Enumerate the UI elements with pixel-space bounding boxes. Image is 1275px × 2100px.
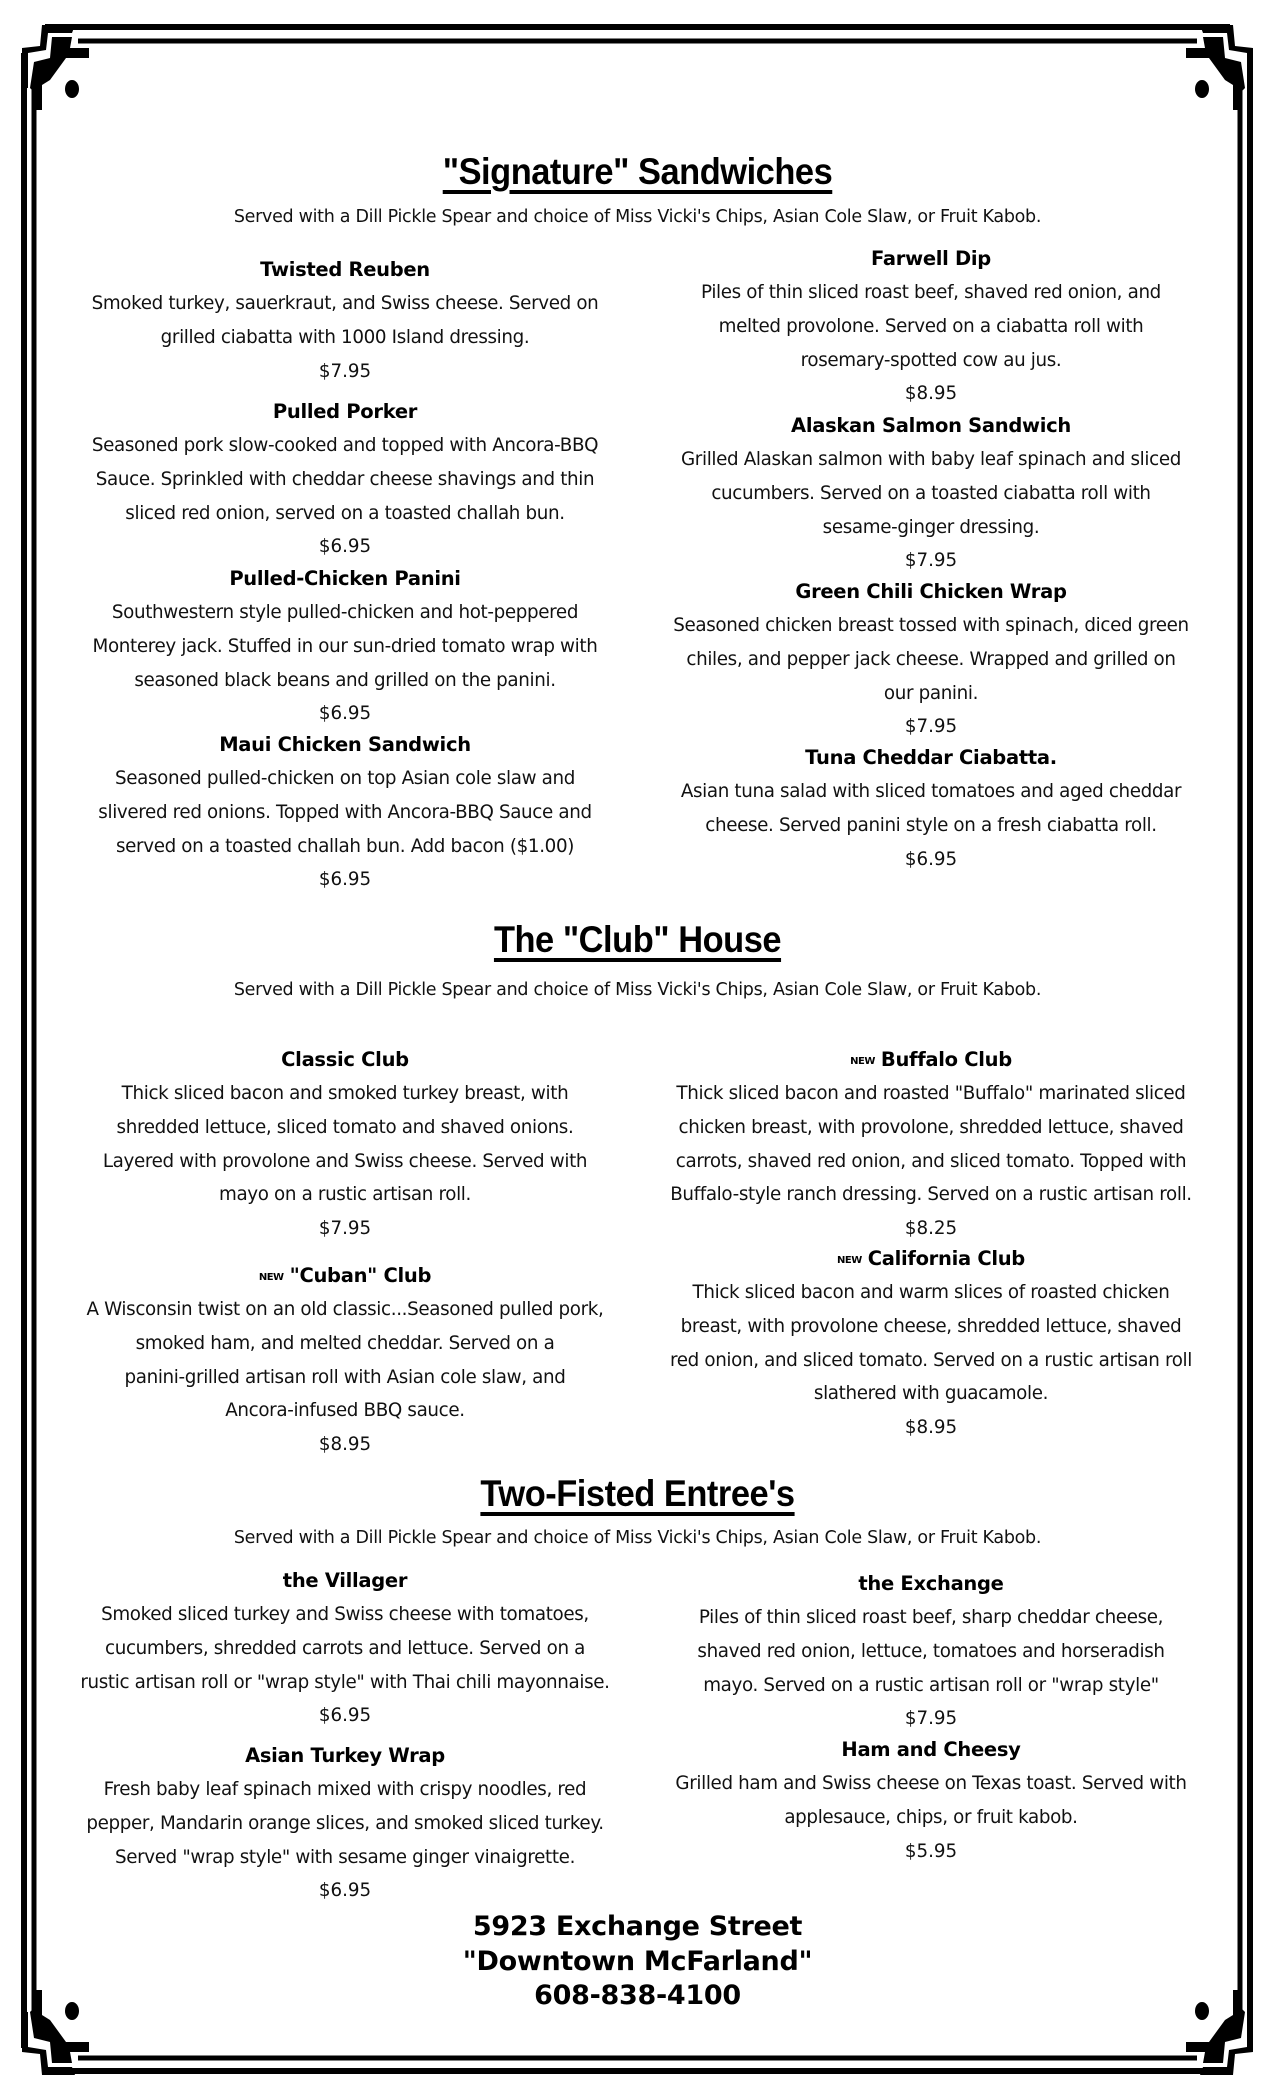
- item-price: $6.95: [318, 869, 372, 891]
- item-price: $7.95: [904, 716, 958, 738]
- desc-line: Southwestern style pulled-chicken and hot-peppered: [111, 602, 579, 623]
- item-price: $5.95: [904, 1840, 958, 1862]
- menu-item: [55, 1739, 635, 1908]
- item-description: [55, 762, 635, 863]
- new-badge: NEW: [258, 1272, 284, 1283]
- desc-line: smoked ham, and melted cheddar. Served on a: [135, 1332, 555, 1354]
- desc-line: chicken breast, with provolone, shredded lettuce, shaved: [678, 1116, 1184, 1138]
- desc-line: pepper, Mandarin orange slices, and smoked sliced turkey.: [86, 1812, 604, 1834]
- desc-line: cucumbers, shredded carrots and lettuce. Served on a: [105, 1637, 585, 1659]
- desc-line: Served "wrap style" with sesame ginger vinaigrette.: [114, 1846, 576, 1868]
- desc-line: A Wisconsin twist on an old classic...Seasoned pulled pork,: [86, 1299, 604, 1320]
- item-price: $8.25: [904, 1218, 958, 1240]
- desc-line: sesame-ginger dressing.: [822, 516, 1040, 538]
- item-name: the Villager: [282, 1569, 408, 1592]
- section-title-signature-sandwiches: "Signature" Sandwiches: [442, 151, 833, 192]
- new-badge: NEW: [837, 1255, 862, 1266]
- item-name: Buffalo Club: [880, 1048, 1012, 1071]
- desc-line: carrots, shaved red onion, and sliced tomato. Topped with: [675, 1150, 1187, 1172]
- menu-item: [55, 253, 635, 389]
- desc-line: grilled ciabatta with 1000 Island dressing.: [160, 326, 530, 348]
- item-name: Ham and Cheesy: [841, 1738, 1021, 1761]
- item-description: [55, 596, 635, 697]
- item-price: $7.95: [318, 360, 372, 382]
- menu-item: [641, 741, 1221, 877]
- menu-item: [55, 1043, 635, 1246]
- section-title-club-house: The "Club" House: [493, 919, 782, 960]
- desc-line: Grilled ham and Swiss cheese on Texas toast. Served with: [675, 1773, 1187, 1794]
- desc-line: shaved red onion, lettuce, tomatoes and horseradish: [697, 1640, 1165, 1662]
- menu-item: [641, 1043, 1221, 1246]
- menu-item: [55, 1259, 635, 1462]
- desc-line: Thick sliced bacon and smoked turkey breast, with: [121, 1083, 569, 1104]
- desc-line: Piles of thin sliced roast beef, sharp cheddar cheese,: [698, 1607, 1164, 1628]
- desc-line: mayo on a rustic artisan roll.: [218, 1184, 472, 1206]
- desc-line: Seasoned chicken breast tossed with spinach, diced green: [673, 615, 1189, 636]
- desc-line: Buffalo-style ranch dressing. Served on a rustic artisan roll.: [670, 1184, 1192, 1206]
- item-description: [55, 1293, 635, 1428]
- item-name: "Cuban" Club: [289, 1264, 432, 1287]
- desc-line: rosemary-spotted cow au jus.: [800, 349, 1062, 371]
- item-name: Asian Turkey Wrap: [245, 1744, 445, 1767]
- item-name: Classic Club: [281, 1048, 409, 1071]
- desc-line: served on a toasted challah bun. Add bacon ($1.00): [115, 835, 575, 857]
- desc-line: breast, with provolone cheese, shredded lettuce, shaved: [680, 1315, 1182, 1337]
- item-name: Pulled-Chicken Panini: [229, 567, 461, 590]
- menu-item: [641, 1567, 1221, 1736]
- desc-line: our panini.: [883, 682, 979, 704]
- item-price: $7.95: [318, 1218, 372, 1240]
- item-name: Pulled Porker: [272, 400, 418, 423]
- desc-line: Asian tuna salad with sliced tomatoes and aged cheddar: [680, 781, 1182, 802]
- desc-line: mayo. Served on a rustic artisan roll or "wrap style": [703, 1674, 1159, 1696]
- desc-line: Monterey jack. Stuffed in our sun-dried tomato wrap with: [92, 635, 598, 657]
- item-price: $6.95: [318, 703, 372, 725]
- desc-line: cheese. Served panini style on a fresh ciabatta roll.: [705, 814, 1157, 836]
- item-name: Twisted Reuben: [260, 258, 430, 281]
- item-price: $8.95: [904, 1417, 958, 1439]
- item-price: $6.95: [904, 848, 958, 870]
- section-title-two-fisted-entrees: Two-Fisted Entree's: [480, 1473, 795, 1514]
- desc-line: Fresh baby leaf spinach mixed with crispy noodles, red: [103, 1779, 587, 1800]
- menu-item: [55, 728, 635, 897]
- item-description: [641, 443, 1221, 544]
- item-price: $7.95: [904, 1708, 958, 1730]
- item-name-row: [55, 1259, 635, 1293]
- item-description: [641, 775, 1221, 843]
- section-subtitle: Served with a Dill Pickle Spear and choice of Miss Vicki's Chips, Asian Cole Slaw, or Fruit Kabob.: [233, 207, 1042, 227]
- desc-line: Seasoned pork slow-cooked and topped with Ancora-BBQ: [91, 435, 599, 456]
- item-price: $6.95: [318, 1705, 372, 1727]
- restaurant-contact: [0, 1910, 1275, 2014]
- desc-line: red onion, and sliced tomato. Served on a rustic artisan roll: [669, 1349, 1193, 1371]
- item-price: $8.95: [318, 1434, 372, 1456]
- desc-line: Grilled Alaskan salmon with baby leaf spinach and sliced: [680, 449, 1181, 470]
- desc-line: sliced red onion, served on a toasted challah bun.: [125, 502, 565, 524]
- item-price: $7.95: [904, 550, 958, 572]
- item-description: [641, 1767, 1221, 1835]
- desc-line: melted provolone. Served on a ciabatta roll with: [718, 315, 1144, 337]
- desc-line: Thick sliced bacon and warm slices of roasted chicken: [692, 1282, 1170, 1303]
- desc-line: cucumbers. Served on a toasted ciabatta roll with: [711, 482, 1151, 504]
- item-description: [55, 1077, 635, 1212]
- item-description: [641, 1276, 1221, 1411]
- desc-line: chiles, and pepper jack cheese. Wrapped and grilled on: [686, 648, 1176, 670]
- desc-line: slivered red onions. Topped with Ancora-BBQ Sauce and: [98, 801, 592, 823]
- new-badge: NEW: [850, 1056, 875, 1067]
- item-description: [641, 609, 1221, 710]
- area-name: "Downtown McFarland": [462, 1945, 813, 1977]
- street-address: 5923 Exchange Street: [472, 1911, 803, 1942]
- item-name: California Club: [867, 1247, 1025, 1270]
- item-description: [55, 429, 635, 530]
- desc-line: rustic artisan roll or "wrap style" with Thai chili mayonnaise.: [80, 1671, 610, 1693]
- item-name: Alaskan Salmon Sandwich: [791, 414, 1071, 437]
- item-name: Maui Chicken Sandwich: [219, 733, 471, 756]
- desc-line: Layered with provolone and Swiss cheese. Served with: [102, 1150, 588, 1172]
- menu-item: [55, 562, 635, 731]
- section-subtitle: Served with a Dill Pickle Spear and choice of Miss Vicki's Chips, Asian Cole Slaw, or Fruit Kabob.: [233, 980, 1042, 1000]
- item-name: the Exchange: [858, 1572, 1004, 1595]
- menu-item: [641, 242, 1221, 411]
- item-name: Farwell Dip: [871, 247, 991, 270]
- menu-item: [55, 395, 635, 564]
- section-subtitle: Served with a Dill Pickle Spear and choice of Miss Vicki's Chips, Asian Cole Slaw, or Fruit Kabob.: [233, 1528, 1042, 1548]
- item-description: [55, 287, 635, 355]
- desc-line: slathered with guacamole.: [813, 1383, 1049, 1405]
- item-price: $6.95: [318, 536, 372, 558]
- desc-line: shredded lettuce, sliced tomato and shaved onions.: [116, 1116, 574, 1138]
- item-name: Green Chili Chicken Wrap: [795, 580, 1067, 603]
- item-price: $8.95: [904, 383, 958, 405]
- desc-line: Piles of thin sliced roast beef, shaved red onion, and: [701, 282, 1161, 303]
- menu-item: [641, 1242, 1221, 1445]
- desc-line: panini-grilled artisan roll with Asian cole slaw, and: [124, 1366, 566, 1388]
- menu-item: [641, 1733, 1221, 1869]
- desc-line: Sauce. Sprinkled with cheddar cheese shavings and thin: [95, 468, 595, 490]
- item-description: [641, 1601, 1221, 1702]
- menu-item: [55, 1564, 635, 1733]
- item-description: [641, 1077, 1221, 1212]
- item-description: [55, 1598, 635, 1699]
- item-description: [55, 1773, 635, 1874]
- item-name-row: [641, 1242, 1221, 1276]
- desc-line: Ancora-infused BBQ sauce.: [225, 1400, 465, 1422]
- desc-line: Smoked turkey, sauerkraut, and Swiss cheese. Served on: [91, 293, 599, 314]
- desc-line: Thick sliced bacon and roasted "Buffalo" marinated sliced: [676, 1083, 1186, 1104]
- item-name: Tuna Cheddar Ciabatta.: [805, 746, 1057, 769]
- corner-ornament-top-right: [1186, 25, 1253, 110]
- phone-number: 608-838-4100: [534, 1980, 741, 2011]
- item-name-row: [641, 1043, 1221, 1077]
- desc-line: applesauce, chips, or fruit kabob.: [784, 1806, 1078, 1828]
- menu-item: [641, 409, 1221, 578]
- item-price: $6.95: [318, 1880, 372, 1902]
- desc-line: Seasoned pulled-chicken on top Asian cole slaw and: [114, 768, 576, 789]
- menu-item: [641, 575, 1221, 744]
- desc-line: Smoked sliced turkey and Swiss cheese with tomatoes,: [101, 1604, 589, 1625]
- desc-line: seasoned black beans and grilled on the panini.: [134, 669, 556, 691]
- item-description: [641, 276, 1221, 377]
